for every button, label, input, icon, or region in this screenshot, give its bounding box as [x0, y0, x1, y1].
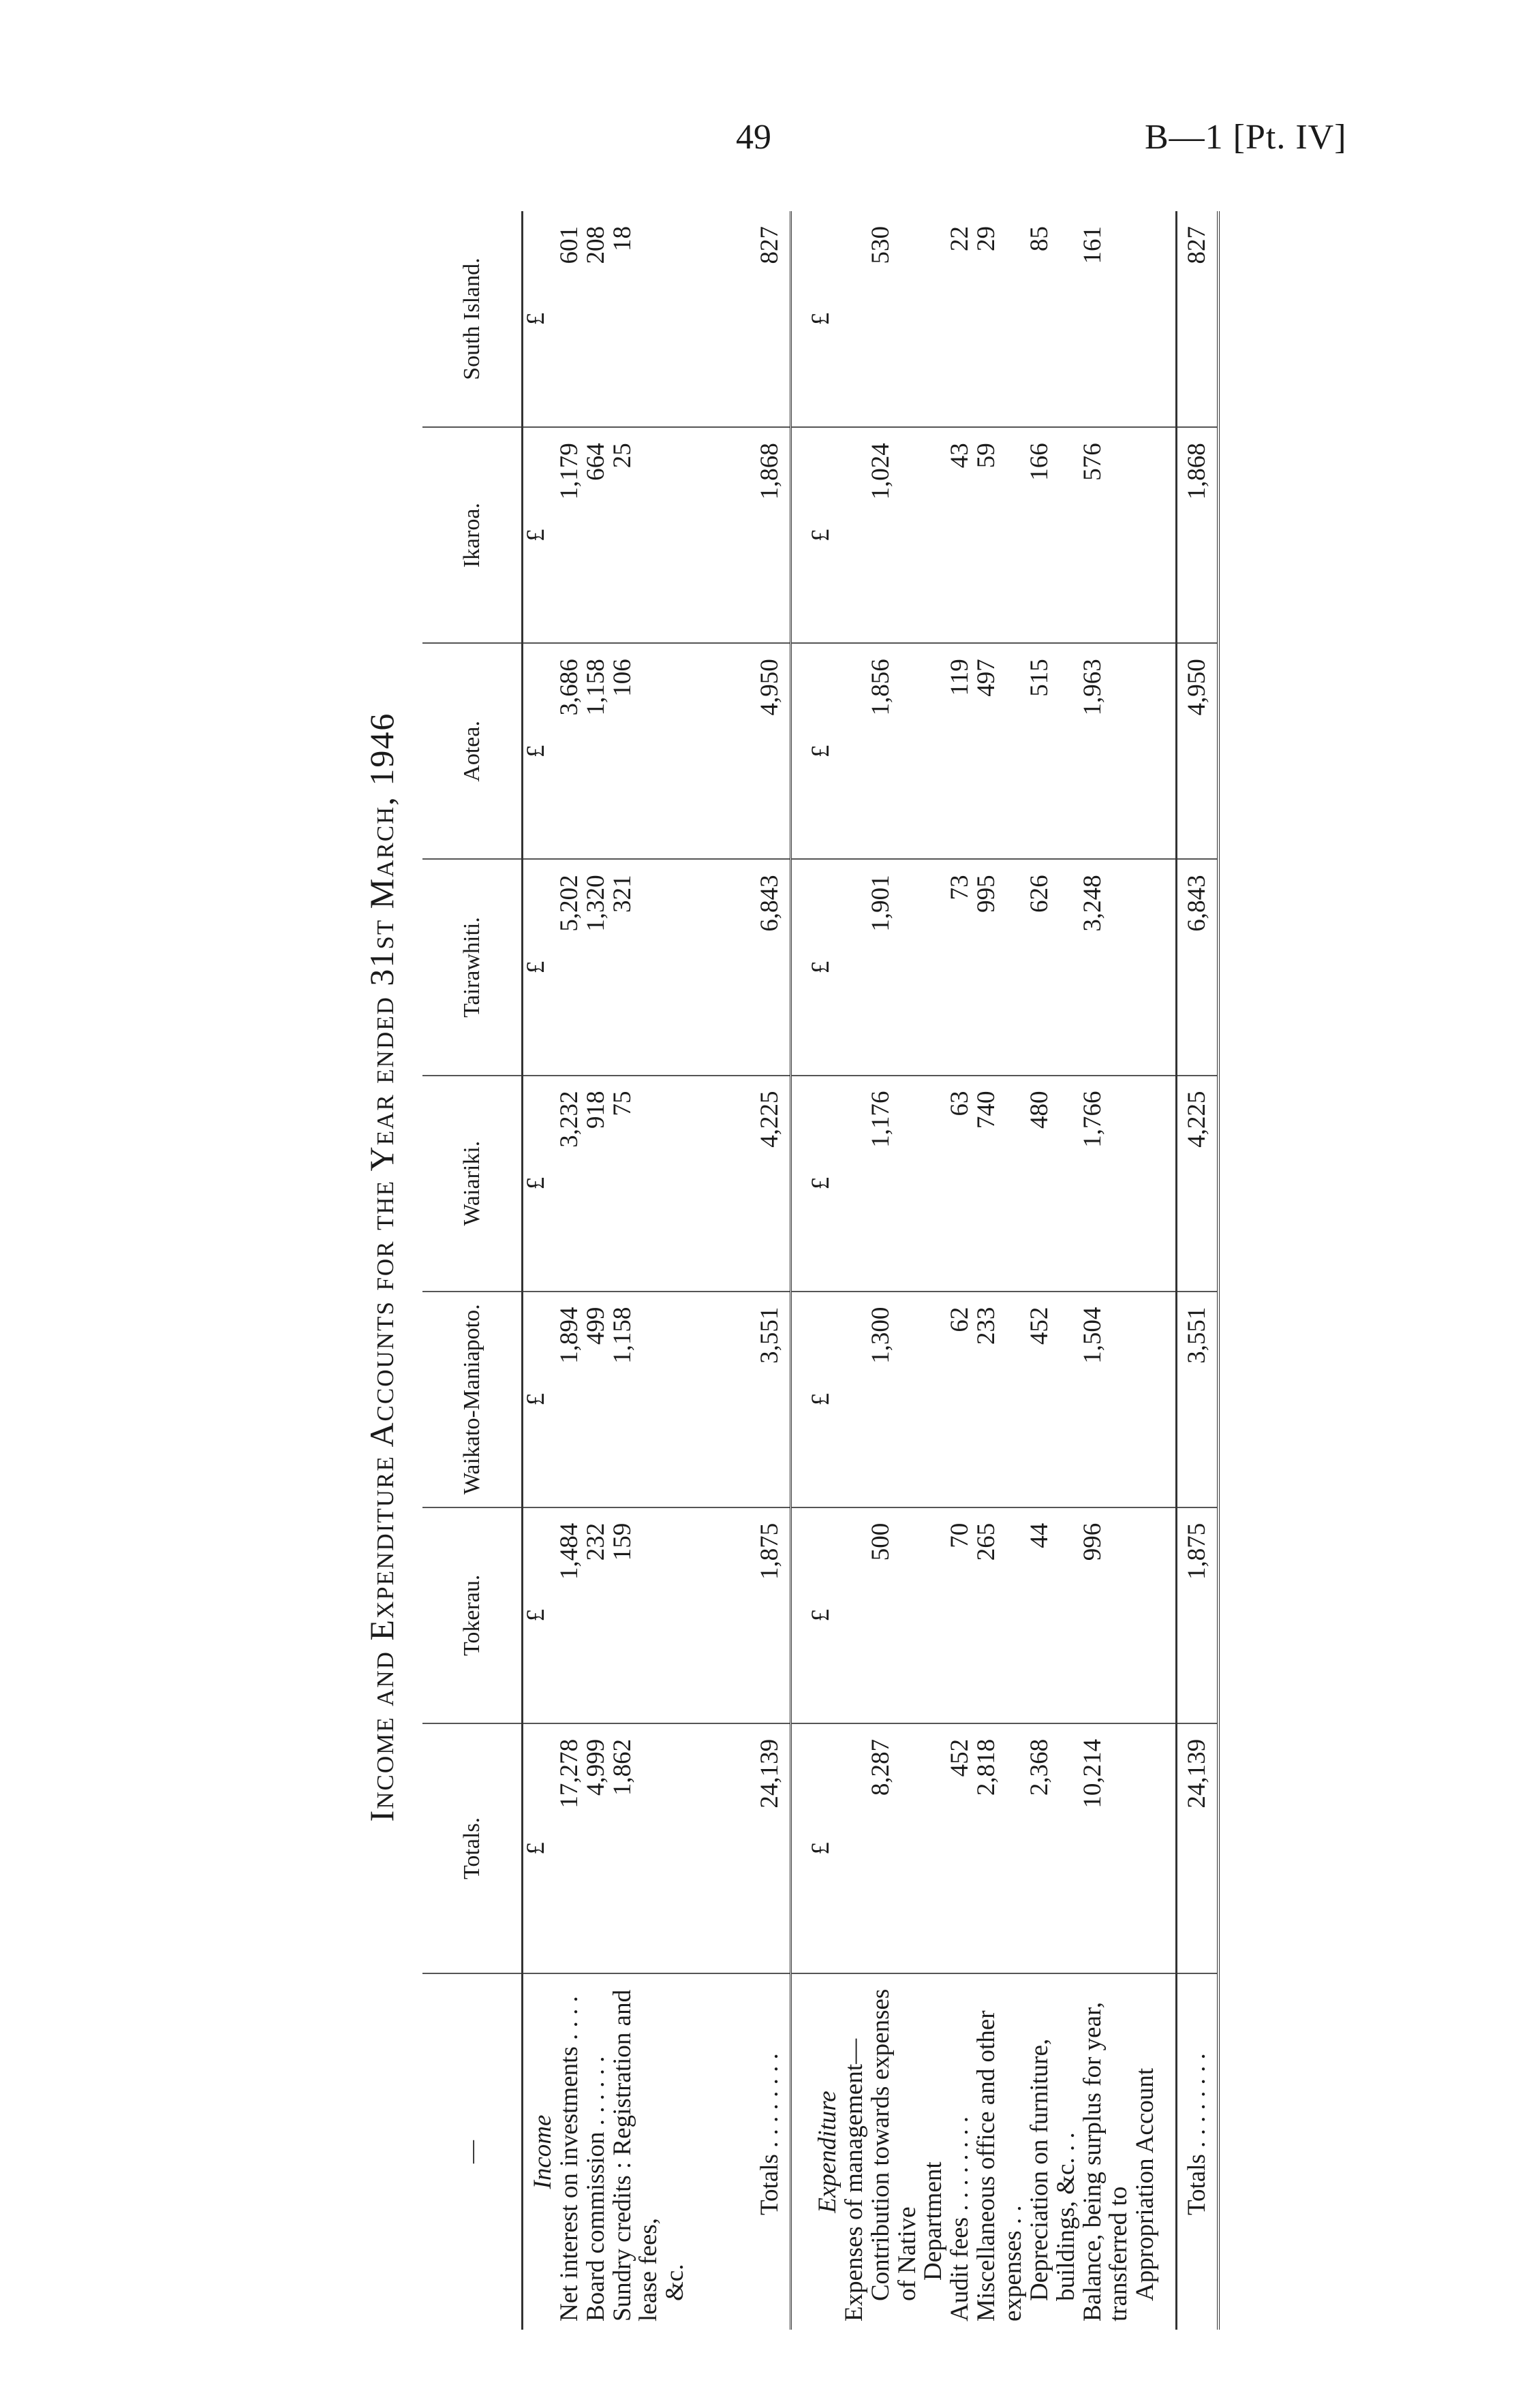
total-value: 4,950: [1177, 643, 1219, 859]
header-ikaroa: Ikaroa.: [422, 427, 523, 643]
accounts-table: [422, 211, 1220, 2330]
cell-value: 4,999: [583, 1723, 610, 1973]
total-value: 24,139: [1177, 1723, 1219, 1973]
cell-value: 29: [974, 211, 1027, 427]
cell-value: 499: [583, 1292, 610, 1507]
cell-value: 18: [610, 211, 663, 427]
table-row: [610, 211, 663, 2330]
cell-value: 166: [1027, 427, 1080, 643]
cell-value: 17,278: [557, 1723, 583, 1973]
header-row: [422, 211, 523, 2330]
cell-value: 22: [947, 211, 974, 427]
total-value: 1,868: [1177, 427, 1219, 643]
currency-symbol: £: [523, 643, 557, 859]
header-tairawhiti: Tairawhiti.: [422, 859, 523, 1075]
cell-value: 918: [583, 1076, 610, 1292]
cell-value: 3,248: [1080, 859, 1133, 1075]
total-value: 3,551: [1177, 1292, 1219, 1507]
total-value: 3,551: [750, 1292, 791, 1507]
total-value: 827: [750, 211, 791, 427]
page-number: 49: [736, 118, 771, 157]
cell-value: 321: [610, 859, 663, 1075]
cell-value: 1,766: [1080, 1076, 1133, 1292]
cell-value: 480: [1027, 1076, 1080, 1292]
currency-symbol: £: [808, 643, 841, 859]
cell-value: 10,214: [1080, 1723, 1133, 1973]
row-label: Miscellaneous office and other expenses . .: [972, 2010, 1027, 2321]
row-label: Board commission . . . . . .: [581, 2056, 610, 2321]
cell-value: 626: [1027, 859, 1080, 1075]
cell-value: 70: [947, 1507, 974, 1723]
table-row-continuation: [662, 211, 689, 2330]
currency-symbol: £: [808, 427, 841, 643]
total-value: 6,843: [1177, 859, 1219, 1075]
cell-value: 1,158: [583, 643, 610, 859]
row-label: Contribution towards expenses of Native: [866, 1988, 921, 2301]
cell-value: 233: [974, 1292, 1027, 1507]
cell-value: 1,179: [557, 427, 583, 643]
cell-value: 44: [1027, 1507, 1080, 1723]
header-waikato-maniapoto: Waikato-Maniapoto.: [422, 1292, 523, 1507]
cell-value: 5,202: [557, 859, 583, 1075]
row-label-continuation: Department: [919, 2161, 948, 2281]
total-value: 4,225: [1177, 1076, 1219, 1292]
currency-symbol: £: [523, 859, 557, 1075]
currency-symbol: £: [523, 1507, 557, 1723]
cell-value: 740: [974, 1076, 1027, 1292]
cell-value: 500: [868, 1507, 921, 1723]
cell-value: 576: [1080, 427, 1133, 643]
cell-value: 119: [947, 643, 974, 859]
header-waiariki: Waiariki.: [422, 1076, 523, 1292]
cell-value: 530: [868, 211, 921, 427]
row-label-continuation: &c.: [661, 2264, 690, 2301]
spacer-row: [791, 211, 809, 2330]
header-aotea: Aotea.: [422, 643, 523, 859]
currency-symbol: £: [808, 1507, 841, 1723]
currency-symbol: £: [523, 1076, 557, 1292]
totals-label: Totals . . . . . . . .: [1177, 1973, 1219, 2330]
spacer-row: [1159, 211, 1177, 2330]
cell-value: 159: [610, 1507, 663, 1723]
cell-value: 106: [610, 643, 663, 859]
table-row: [947, 211, 974, 2330]
total-value: 4,225: [750, 1076, 791, 1292]
currency-symbol: £: [808, 1076, 841, 1292]
total-value: 827: [1177, 211, 1219, 427]
total-value: 1,875: [750, 1507, 791, 1723]
cell-value: 515: [1027, 643, 1080, 859]
expenditure-heading: Expenditure: [814, 2091, 842, 2213]
currency-symbol: £: [808, 1292, 841, 1507]
row-label: Audit fees . . . . . . . .: [946, 2116, 974, 2321]
cell-value: 62: [947, 1292, 974, 1507]
row-label: Sundry credits : Registration and lease fees,: [608, 1989, 663, 2321]
total-value: 1,875: [1177, 1507, 1219, 1723]
cell-value: 1,320: [583, 859, 610, 1075]
cell-value: 208: [583, 211, 610, 427]
currency-symbol: £: [808, 859, 841, 1075]
cell-value: 1,963: [1080, 643, 1133, 859]
table-row: [583, 211, 610, 2330]
cell-value: 996: [1080, 1507, 1133, 1723]
currency-symbol: £: [808, 211, 841, 427]
total-value: 6,843: [750, 859, 791, 1075]
income-totals-row: [750, 211, 791, 2330]
cell-value: 3,232: [557, 1076, 583, 1292]
cell-value: 25: [610, 427, 663, 643]
header-south-island: South Island.: [422, 211, 523, 427]
totals-label: Totals . . . . . . . .: [750, 1973, 791, 2330]
cell-value: 75: [610, 1076, 663, 1292]
cell-value: 1,300: [868, 1292, 921, 1507]
currency-symbol: £: [523, 1292, 557, 1507]
rotated-page-content: [354, 204, 1211, 2330]
expenditure-totals-row: [1177, 211, 1219, 2330]
cell-value: 8,287: [868, 1723, 921, 1973]
table-row: [557, 211, 583, 2330]
cell-value: 232: [583, 1507, 610, 1723]
cell-value: 1,176: [868, 1076, 921, 1292]
row-label: Depreciation on furniture, buildings, &c. . .: [1025, 2038, 1080, 2301]
cell-value: 63: [947, 1076, 974, 1292]
cell-value: 452: [1027, 1292, 1080, 1507]
table-row-continuation: [1132, 211, 1159, 2330]
cell-value: 161: [1080, 211, 1133, 427]
total-value: 4,950: [750, 643, 791, 859]
cell-value: 73: [947, 859, 974, 1075]
expenditure-heading-row: [808, 211, 841, 2330]
cell-value: 664: [583, 427, 610, 643]
table-row: [868, 211, 921, 2330]
cell-value: 1,158: [610, 1292, 663, 1507]
expenses-group-label: Expenses of management—: [839, 2038, 868, 2321]
table-row: [1080, 211, 1133, 2330]
currency-symbol: £: [808, 1723, 841, 1973]
cell-value: 265: [974, 1507, 1027, 1723]
row-label: Net interest on investments . . . .: [555, 1996, 583, 2321]
cell-value: 2,368: [1027, 1723, 1080, 1973]
header-blank: —: [422, 1973, 523, 2330]
total-value: 24,139: [750, 1723, 791, 1973]
cell-value: 1,894: [557, 1292, 583, 1507]
header-totals: Totals.: [422, 1723, 523, 1973]
cell-value: 1,024: [868, 427, 921, 643]
currency-symbol: £: [523, 211, 557, 427]
currency-symbol: £: [523, 1723, 557, 1973]
cell-value: 1,862: [610, 1723, 663, 1973]
cell-value: 85: [1027, 211, 1080, 427]
total-value: 1,868: [750, 427, 791, 643]
cell-value: 601: [557, 211, 583, 427]
header-tokerau: Tokerau.: [422, 1507, 523, 1723]
currency-symbol: £: [523, 427, 557, 643]
table-row-continuation: [921, 211, 947, 2330]
row-label-continuation: Appropriation Account: [1131, 2067, 1160, 2301]
cell-value: 2,818: [974, 1723, 1027, 1973]
table-title: Income and Expenditure Accounts for the Year ended 31st March, 1946: [362, 712, 401, 1822]
cell-value: 59: [974, 427, 1027, 643]
cell-value: 497: [974, 643, 1027, 859]
row-label: Balance, being surplus for year, transferred to: [1078, 2001, 1133, 2321]
income-heading-row: [523, 211, 557, 2330]
cell-value: 43: [947, 427, 974, 643]
cell-value: 1,901: [868, 859, 921, 1075]
cell-value: 1,484: [557, 1507, 583, 1723]
table-row: [1027, 211, 1080, 2330]
table-row: [974, 211, 1027, 2330]
document-reference: B—1 [Pt. IV]: [1145, 118, 1347, 157]
income-heading: Income: [529, 2114, 557, 2189]
expenditure-group-row: [841, 211, 868, 2330]
cell-value: 1,504: [1080, 1292, 1133, 1507]
spacer-row: [689, 211, 750, 2330]
cell-value: 452: [947, 1723, 974, 1973]
cell-value: 995: [974, 859, 1027, 1075]
cell-value: 1,856: [868, 643, 921, 859]
cell-value: 3,686: [557, 643, 583, 859]
